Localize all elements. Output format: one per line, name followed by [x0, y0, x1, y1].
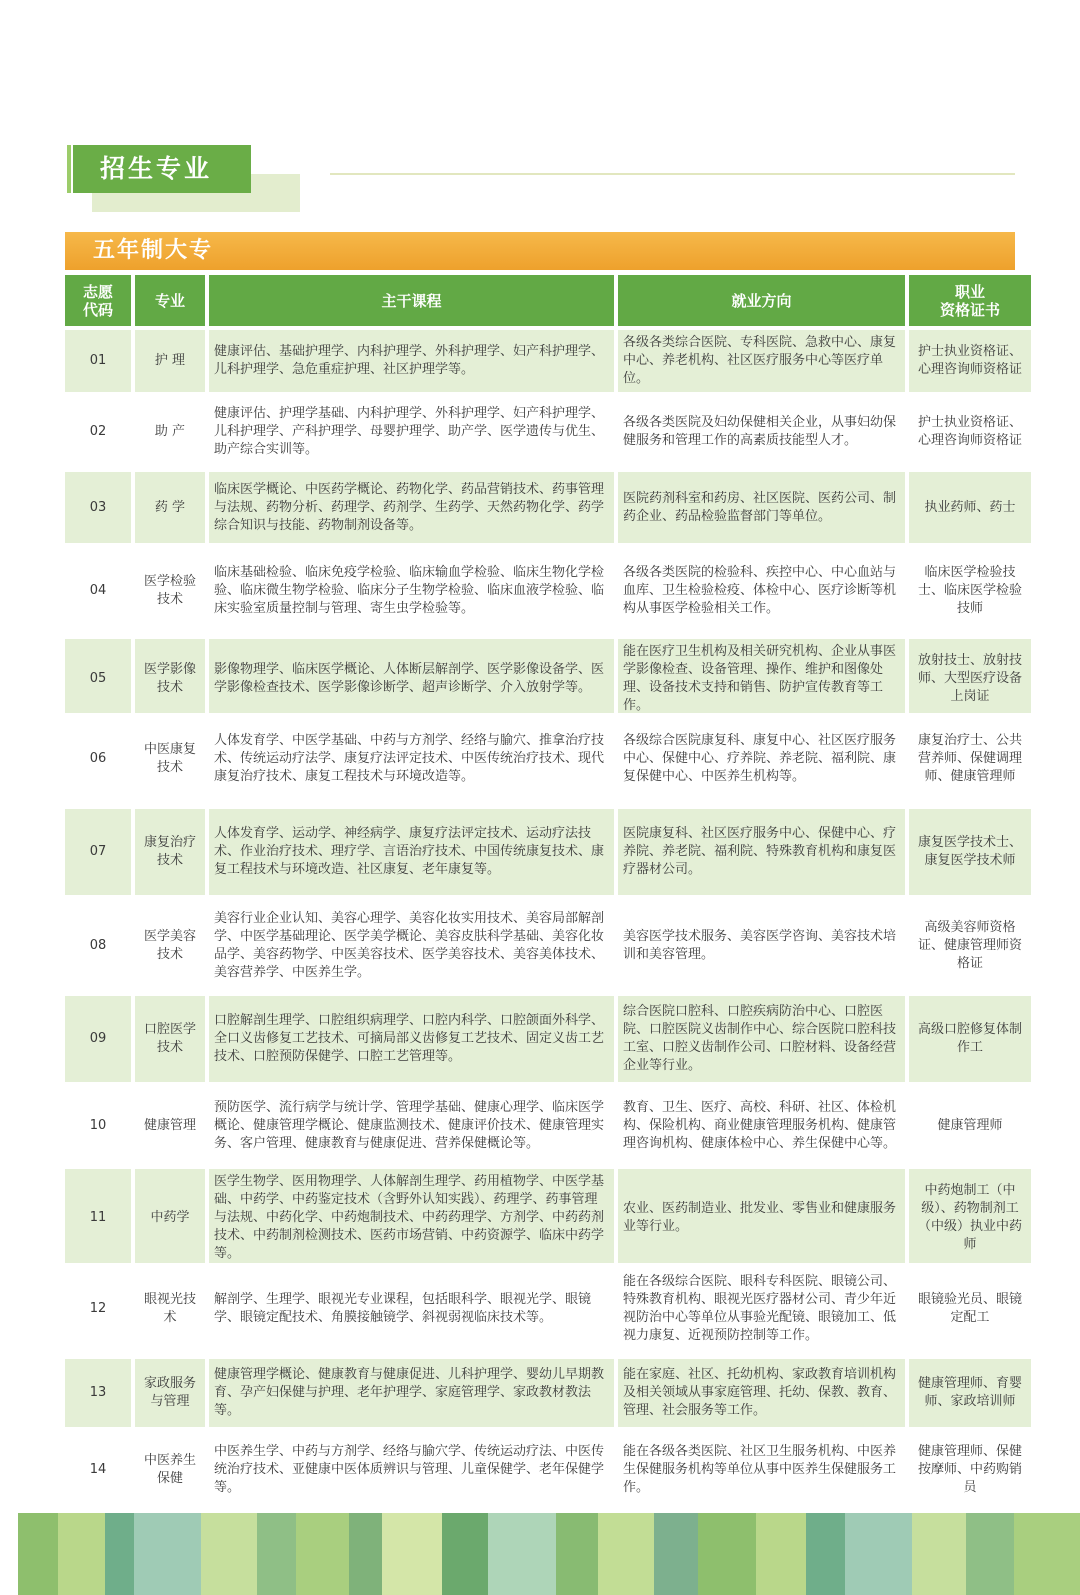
cell-courses: [209, 713, 614, 805]
cell-code-text: 13: [89, 1385, 107, 1400]
cell-code: [65, 547, 131, 635]
cell-cert: [909, 1169, 1031, 1267]
cell-code-text: 01: [89, 353, 107, 368]
cell-career-text: 美容医学技术服务、美容医学咨询、美容技术培训和美容管理。: [623, 928, 897, 962]
table-row: [65, 1169, 1022, 1261]
cell-cert-text: 护士执业资格证、心理咨询师资格证: [917, 414, 1022, 448]
cell-cert-text: 康复医学技术士、康复医学技术师: [917, 835, 1022, 868]
cell-cert: [909, 1263, 1031, 1355]
cell-courses: [209, 1263, 614, 1355]
cell-cert: [909, 639, 1031, 719]
cell-major-text: 中医养生保健: [143, 1453, 196, 1486]
cell-cert-text: 眼镜验光员、眼镜定配工: [917, 1292, 1022, 1325]
cell-major-text: 健康管理: [143, 1117, 196, 1133]
cell-career-text: 农业、医药制造业、批发业、零售业和健康服务业等行业。: [623, 1201, 897, 1234]
cell-courses: [209, 809, 614, 895]
table-row: [65, 547, 1022, 635]
cell-courses: [209, 1169, 614, 1267]
cell-courses: [209, 1359, 614, 1427]
strip-block: [966, 1513, 1014, 1595]
strip-block: [488, 1513, 555, 1595]
cell-major-text: 医学美容技术: [143, 928, 196, 962]
cell-courses-text: 人体发育学、中医学基础、中药与方剂学、经络与腧穴、推拿治疗技术、传统运动疗法学、康复疗法评定技术、中医传统治疗技术、现代康复治疗技术、康复工程技术与环境改造等。: [214, 733, 605, 784]
cell-major-text: 口腔医学技术: [143, 1022, 196, 1055]
cell-career-text: 教育、卫生、医疗、高校、科研、社区、体检机构、保险机构、商业健康管理服务机构、健康管理咨询机构、健康体检中心、养生保健中心等。: [623, 1099, 897, 1151]
cell-career: [618, 330, 905, 392]
cell-courses-text: 健康评估、护理学基础、内科护理学、外科护理学、妇产科护理学、儿科护理学、产科护理学、母婴护理学、助产学、医学遗传与优生、助产综合实训等。: [214, 405, 605, 457]
strip-block: [598, 1513, 654, 1595]
cell-cert: [909, 1086, 1031, 1165]
strip-block: [349, 1513, 383, 1595]
cell-cert: [909, 713, 1031, 805]
cell-code-text: 14: [89, 1462, 107, 1477]
cell-courses: [209, 899, 614, 992]
cell-cert: [909, 899, 1031, 992]
majors-table: [65, 275, 1022, 1513]
cell-cert: [909, 330, 1031, 392]
cell-code: [65, 809, 131, 895]
cell-cert-text: 健康管理师、保健按摩师、中药购销员: [917, 1444, 1022, 1495]
cell-cert: [909, 395, 1031, 468]
cell-career: [618, 809, 905, 895]
cell-major: [135, 330, 205, 392]
cell-major: [135, 395, 205, 468]
cell-major-text: 中医康复技术: [143, 742, 196, 775]
cell-code: [65, 395, 131, 468]
cell-courses: [209, 996, 614, 1082]
header-code: [65, 275, 131, 326]
cell-code: [65, 713, 131, 805]
strip-block: [442, 1513, 488, 1595]
cell-code-text: 12: [89, 1301, 107, 1316]
cell-cert-text: 放射技士、放射技师、大型医疗设备上岗证: [917, 653, 1022, 704]
strip-block: [201, 1513, 257, 1595]
cell-major: [135, 996, 205, 1082]
cell-career-text: 综合医院口腔科、口腔疾病防治中心、口腔医院、口腔医院义齿制作中心、综合医院口腔科技工室、口腔义齿制作公司、口腔材料、设备经营企业等行业。: [623, 1004, 897, 1073]
cell-career: [618, 1359, 905, 1427]
cell-code: [65, 1431, 131, 1509]
cell-career: [618, 547, 905, 635]
cell-courses-text: 人体发育学、运动学、神经病学、康复疗法评定技术、运动疗法技术、作业治疗技术、理疗学、言语治疗技术、中国传统康复技术、康复工程技术与环境改造、社区康复、老年康复等。: [214, 826, 605, 877]
cell-major-text: 药 学: [154, 499, 186, 515]
strip-block: [105, 1513, 134, 1595]
cell-courses: [209, 472, 614, 543]
table-row: [65, 1431, 1022, 1509]
cell-career: [618, 899, 905, 992]
cell-career-text: 各级各类综合医院、专科医院、急救中心、康复中心、养老机构、社区医疗服务中心等医疗单位。: [623, 335, 897, 386]
cell-major: [135, 1359, 205, 1427]
cell-code: [65, 1263, 131, 1355]
header-major: 专业: [135, 275, 205, 326]
cell-major-text: 医学影像技术: [143, 662, 196, 695]
table-row: [65, 1263, 1022, 1355]
cell-career-text: 能在医疗卫生机构及相关研究机构、企业从事医学影像检查、设备管理、操作、维护和图像处理、设备技术支持和销售、防护宣传教育等工作。: [623, 644, 897, 713]
cell-courses-text: 解剖学、生理学、眼视光专业课程，包括眼科学、眼视光学、眼镜学、眼镜定配技术、角膜接触镜学、斜视弱视临床技术等。: [214, 1292, 592, 1325]
cell-courses: [209, 1431, 614, 1509]
cell-cert-text: 高级口腔修复体制作工: [917, 1022, 1022, 1055]
cell-code-text: 07: [89, 844, 107, 859]
program-title-bar: 五年制大专: [65, 232, 1015, 270]
cell-career-text: 各级各类医院的检验科、疾控中心、中心血站与血库、卫生检验检疫、体检中心、医疗诊断等机构从事医学检验相关工作。: [623, 565, 897, 616]
cell-code-text: 03: [89, 499, 107, 515]
cell-courses-text: 临床基础检验、临床免疫学检验、临床输血学检验、临床生物化学检验、临床微生物学检验、临床分子生物学检验、临床血液学检验、临床实验室质量控制与管理、寄生虫学检验等。: [214, 565, 605, 616]
cell-courses-text: 健康管理学概论、健康教育与健康促进、儿科护理学、婴幼儿早期教育、孕产妇保健与护理、老年护理学、家庭管理学、家政教材教法等。: [214, 1367, 605, 1418]
cell-major: [135, 472, 205, 543]
cell-cert-text: 康复治疗士、公共营养师、保健调理师、健康管理师: [917, 733, 1022, 784]
cell-career: [618, 1263, 905, 1355]
cell-career: [618, 639, 905, 719]
cell-career: [618, 472, 905, 543]
cell-code-text: 05: [89, 671, 107, 686]
cell-courses-text: 健康评估、基础护理学、内科护理学、外科护理学、妇产科护理学、儿科护理学、急危重症护理、社区护理学等。: [214, 344, 605, 377]
cell-code: [65, 1086, 131, 1165]
table-row: [65, 395, 1022, 468]
cell-courses: [209, 547, 614, 635]
cell-career-text: 能在各级综合医院、眼科专科医院、眼镜公司、特殊教育机构、眼视光医疗器材公司、青少年近视防治中心等单位从事验光配镜、眼镜加工、低视力康复、近视预防控制等工作。: [623, 1274, 897, 1343]
cell-courses: [209, 330, 614, 392]
header-career: 就业方向: [618, 275, 905, 326]
cell-cert-text: 中药炮制工（中级）、药物制剂工（中级）执业中药师: [917, 1183, 1022, 1252]
strip-block: [257, 1513, 296, 1595]
cell-cert: [909, 547, 1031, 635]
cell-major: [135, 899, 205, 992]
cell-courses-text: 预防医学、流行病学与统计学、管理学基础、健康心理学、临床医学概论、健康管理学概论、健康监测技术、健康评价技术、健康管理实务、客户管理、健康教育与健康促进、营养保健概论等。: [214, 1099, 605, 1151]
cell-major-text: 中药学: [150, 1210, 190, 1225]
cell-courses: [209, 395, 614, 468]
table-row: [65, 330, 1022, 391]
cell-code: [65, 996, 131, 1082]
strip-block: [18, 1513, 58, 1595]
cell-code: [65, 330, 131, 392]
cell-major-text: 护 理: [154, 353, 186, 368]
cell-courses-text: 医学生物学、医用物理学、人体解剖生理学、药用植物学、中医学基础、中药学、中药鉴定技术（含野外认知实践）、药理学、药事管理与法规、中药化学、中药炮制技术、中药药理学、方剂学、中药药剂技术、中药制剂检测技术、医药市场营销、中药资源学、临床中药学等。: [214, 1174, 605, 1261]
cell-career: [618, 1431, 905, 1509]
table-row: [65, 713, 1022, 805]
strip-block: [382, 1513, 442, 1595]
cell-major-text: 康复治疗技术: [143, 835, 196, 868]
table-row: [65, 1359, 1022, 1427]
cell-courses: [209, 639, 614, 719]
cell-major-text: 医学检验技术: [143, 574, 196, 607]
table-row: [65, 996, 1022, 1082]
strip-block: [58, 1513, 104, 1595]
decorative-color-strip: [18, 1513, 1080, 1595]
strip-block: [654, 1513, 698, 1595]
cell-major: [135, 713, 205, 805]
cell-code-text: 11: [89, 1210, 107, 1225]
cell-courses-text: 临床医学概论、中医药学概论、药物化学、药品营销技术、药事管理与法规、药物分析、药理学、药剂学、生药学、天然药物化学、药学综合知识与技能、药物制剂设备等。: [214, 481, 605, 533]
cell-major: [135, 809, 205, 895]
cell-code: [65, 1359, 131, 1427]
cell-code: [65, 899, 131, 992]
cell-code-text: 04: [89, 583, 107, 598]
table-row: [65, 472, 1015, 543]
strip-block: [806, 1513, 845, 1595]
cell-courses-text: 美容行业企业认知、美容心理学、美容化妆实用技术、美容局部解剖学、中医学基础理论、医学美学概论、美容皮肤科学基础、美容化妆品学、美容药物学、中医美容技术、医学美容技术、美容美体技术、美容营养学、中医养生学。: [214, 910, 605, 980]
cell-major: [135, 547, 205, 635]
cell-major-text: 助 产: [154, 423, 186, 439]
cell-career: [618, 1169, 905, 1267]
cell-major-text: 眼视光技术: [143, 1292, 196, 1325]
strip-block: [296, 1513, 349, 1595]
cell-cert-text: 执业药师、药士: [924, 499, 1016, 515]
cell-code: [65, 639, 131, 719]
cell-career-text: 各级各类医院及妇幼保健相关企业，从事妇幼保健服务和管理工作的高素质技能型人才。: [623, 414, 897, 448]
cell-cert-text: 健康管理师、育婴师、家政培训师: [917, 1376, 1022, 1409]
cell-code-text: 06: [89, 751, 107, 766]
strip-block: [912, 1513, 966, 1595]
header-courses: 主干课程: [209, 275, 614, 326]
cell-career-text: 医院药剂科室和药房、社区医院、医药公司、制药企业、药品检验监督部门等单位。: [623, 490, 897, 524]
cell-major: [135, 1169, 205, 1267]
cell-major: [135, 1086, 205, 1165]
cell-cert: [909, 472, 1031, 543]
table-row: [65, 809, 1022, 895]
header-cert-text: 职业 资格证书: [939, 282, 1000, 319]
header-code-text: 志愿 代码: [82, 282, 113, 319]
section-divider: [330, 173, 1015, 175]
cell-courses-text: 中医养生学、中药与方剂学、经络与腧穴学、传统运动疗法、中医传统治疗技术、亚健康中医体质辨识与管理、儿童保健学、老年保健学等。: [214, 1444, 605, 1495]
cell-career-text: 医院康复科、社区医疗服务中心、保健中心、疗养院、养老院、福利院、特殊教育机构和康复医疗器材公司。: [623, 826, 897, 877]
cell-major: [135, 1263, 205, 1355]
table-header: [65, 275, 1015, 326]
cell-courses-text: 口腔解剖生理学、口腔组织病理学、口腔内科学、口腔颌面外科学、全口义齿修复工艺技术、可摘局部义齿修复工艺技术、固定义齿工艺技术、口腔预防保健学、口腔工艺管理等。: [214, 1013, 605, 1064]
strip-block: [698, 1513, 756, 1595]
strip-block: [756, 1513, 806, 1595]
cell-code-text: 09: [89, 1031, 107, 1046]
strip-block: [556, 1513, 598, 1595]
strip-block: [845, 1513, 912, 1595]
table-row: [65, 899, 1022, 992]
cell-major: [135, 1431, 205, 1509]
cell-career-text: 能在家庭、社区、托幼机构、家政教育培训机构及相关领域从事家庭管理、托幼、保教、教育、管理、社会服务等工作。: [623, 1367, 897, 1418]
cell-code-text: 10: [89, 1117, 107, 1133]
cell-career: [618, 713, 905, 805]
cell-cert-text: 护士执业资格证、心理咨询师资格证: [917, 344, 1022, 377]
cell-career-text: 各级综合医院康复科、康复中心、社区医疗服务中心、保健中心、疗养院、养老院、福利院、康复保健中心、中医养生机构等。: [623, 733, 897, 784]
cell-cert-text: 健康管理师: [937, 1117, 1003, 1133]
cell-career-text: 能在各级各类医院、社区卫生服务机构、中医养生保健服务机构等单位从事中医养生保健服务工作。: [623, 1444, 897, 1495]
cell-career: [618, 1086, 905, 1165]
strip-block: [134, 1513, 201, 1595]
cell-major-text: 家政服务与管理: [143, 1376, 196, 1409]
cell-code: [65, 1169, 131, 1267]
table-row: [65, 1086, 1015, 1165]
table-row: [65, 639, 1022, 713]
strip-block: [1014, 1513, 1080, 1595]
cell-code-text: 08: [89, 937, 107, 953]
cell-career: [618, 395, 905, 468]
cell-major: [135, 639, 205, 719]
cell-code-text: 02: [89, 423, 107, 439]
cell-cert: [909, 1359, 1031, 1427]
cell-courses-text: 影像物理学、临床医学概论、人体断层解剖学、医学影像设备学、医学影像检查技术、医学影像诊断学、超声诊断学、介入放射学等。: [214, 662, 605, 695]
cell-cert: [909, 996, 1031, 1082]
cell-cert-text: 临床医学检验技士、临床医学检验技师: [917, 565, 1022, 616]
cell-cert: [909, 1431, 1031, 1509]
cell-cert-text: 高级美容师资格证、健康管理师资格证: [917, 919, 1022, 971]
cell-cert: [909, 809, 1031, 895]
cell-code: [65, 472, 131, 543]
header-cert: [909, 275, 1031, 326]
table-body: [65, 330, 1022, 1509]
cell-career: [618, 996, 905, 1082]
section-title: 招生专业: [73, 145, 251, 193]
cell-courses: [209, 1086, 614, 1165]
